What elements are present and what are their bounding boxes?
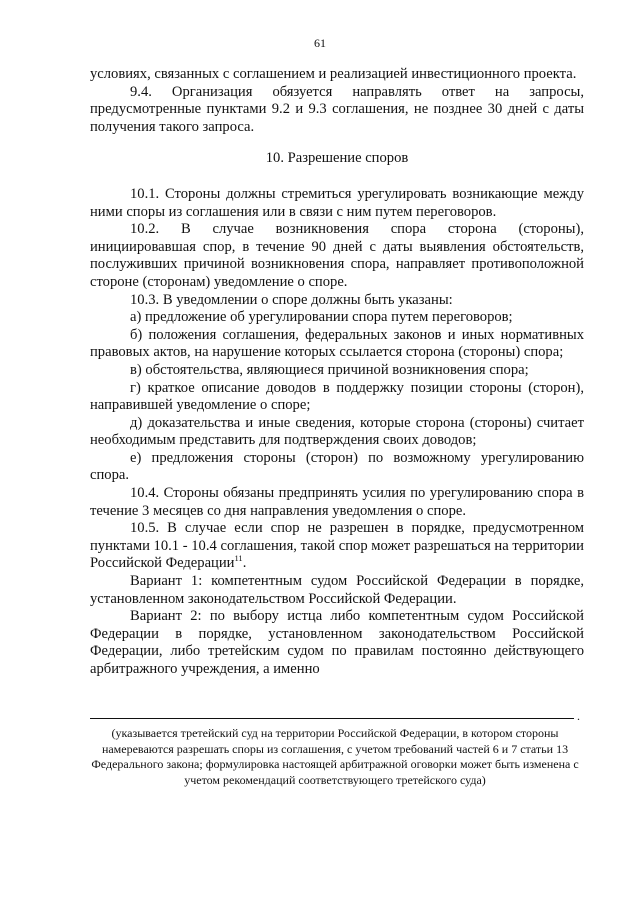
paragraph-9-4: 9.4. Организация обязуется направлять ответ на запросы, предусмотренные пунктами 9.2 и 9.3 соглашения, не позднее 30 дней с даты получения такого запроса.: [90, 83, 584, 135]
paragraph-10-5-end: .: [242, 555, 247, 572]
paragraph-10-4: 10.4. Стороны обязаны предпринять усилия по урегулированию спора в течение 3 месяцев со дня направления уведомления о споре.: [90, 485, 584, 519]
variant-2: Вариант 2: по выбору истца либо компетентным судом Российской Федерации в порядке, установленном законодательством Российской Федерации, либо третейским судом по правилам постоянно действующего арбитражного учреждения, а именно: [90, 608, 584, 677]
list-item-g: г) краткое описание доводов в поддержку позиции стороны (сторон), направившей уведомление о споре;: [90, 379, 584, 414]
list-item-v: в) обстоятельства, являющиеся причиной возникновения спора;: [130, 361, 529, 378]
paragraph-10-2: 10.2. В случае возникновения спора сторона (стороны), инициировавшая спор, в течение 90 дней с даты выявления обстоятельств, послуживших причиной возникновения спора, направляет противоположной стороне (сторонам) уведомление о споре.: [90, 221, 584, 290]
document-body: [90, 66, 584, 679]
section-heading: 10. Разрешение споров: [265, 150, 409, 167]
paragraph-10-5-text: 10.5. В случае если спор не разрешен в порядке, предусмотренном пунктами 10.1 - 10.4 соглашения, такой спор может разрешаться на территории Российской Федерации: [90, 520, 584, 572]
list-item-a: а) предложение об урегулировании спора путем переговоров;: [130, 309, 513, 326]
footnote-marker: 11: [234, 553, 243, 564]
page-number: 61: [314, 36, 326, 50]
list-item-d: д) доказательства и иные сведения, которые сторона (стороны) считает необходимым представить для подтверждения своих доводов;: [90, 414, 584, 449]
paragraph-10-1: 10.1. Стороны должны стремиться урегулировать возникающие между ними споры из соглашения или в связи с ним путем переговоров.: [90, 185, 584, 220]
fill-in-note: (указывается третейский суд на территории Российской Федерации, в котором стороны намереваются разрешать споры из соглашения, с учетом требований частей 6 и 7 статьи 13 Федерального закона; формулировка настоящей арбитражной оговорки может быть изменена с учетом рекомендаций соответствующего третейского суда): [91, 726, 579, 787]
paragraph-10-5: [90, 520, 584, 573]
variant-1: Вариант 1: компетентным судом Российской Федерации в порядке, установленном законодательством Российской Федерации.: [90, 573, 584, 607]
fill-in-line: [90, 718, 574, 719]
paragraph-10-3: 10.3. В уведомлении о споре должны быть указаны:: [130, 291, 453, 308]
fill-in-end-mark: .: [577, 709, 580, 723]
list-item-b: б) положения соглашения, федеральных законов и иных нормативных правовых актов, на нарушение которых ссылается сторона (стороны) спора;: [90, 326, 584, 361]
list-item-e: е) предложения стороны (сторон) по возможному урегулированию спора.: [90, 449, 584, 484]
paragraph-continuation: условиях, связанных с соглашением и реализацией инвестиционного проекта.: [90, 66, 577, 82]
